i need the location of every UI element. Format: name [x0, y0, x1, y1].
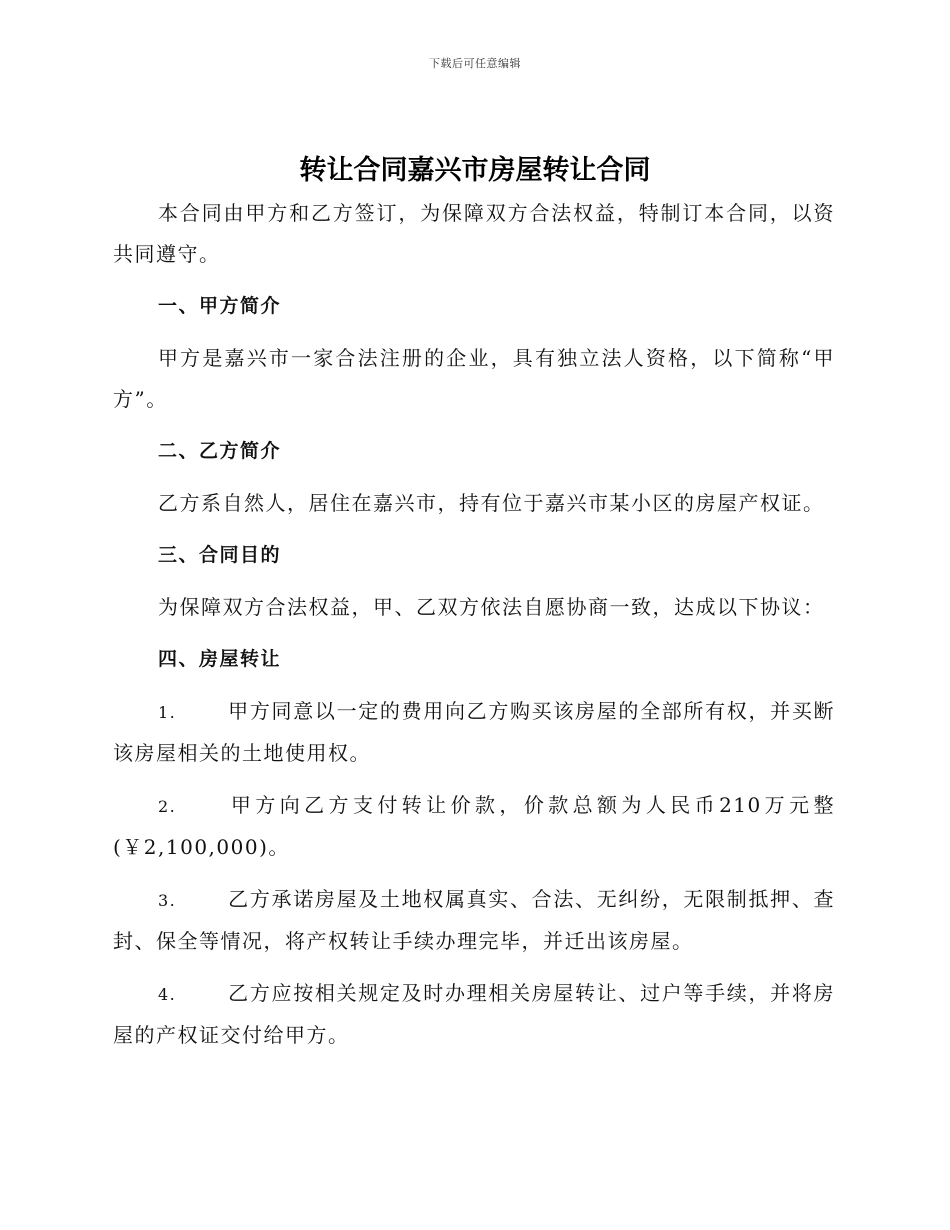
document-body	[113, 193, 835, 1067]
header-note: 下载后可任意编辑	[429, 57, 521, 70]
section-heading-party-a: 一、甲方简介	[158, 295, 282, 317]
section-text-party-a: 甲方是嘉兴市一家合法注册的企业，具有独立法人资格，以下简称“甲方”。	[113, 346, 835, 411]
list-item	[113, 785, 835, 868]
list-item-text: 乙方承诺房屋及土地权属真实、合法、无纠纷，无限制抵押、查封、保全等情况，将产权转让手续办理完毕，并迁出该房屋。	[113, 887, 835, 953]
section-heading-party-b: 二、乙方简介	[158, 440, 282, 462]
list-item-text: 甲方向乙方支付转让价款，价款总额为人民币210万元整(￥2,100,000)。	[113, 793, 835, 859]
section-heading-purpose: 三、合同目的	[158, 544, 282, 566]
list-item	[113, 691, 835, 774]
list-item-number: 3.	[158, 891, 177, 910]
list-item-text: 甲方同意以一定的费用向乙方购买该房屋的全部所有权，并买断该房屋相关的土地使用权。	[113, 699, 835, 765]
list-item-number: 1.	[158, 703, 177, 722]
list-item-number: 2.	[158, 797, 177, 816]
section-heading-transfer: 四、房屋转让	[158, 648, 282, 670]
list-item	[113, 879, 835, 962]
list-item-number: 4.	[158, 985, 177, 1004]
section-text-party-b: 乙方系自然人，居住在嘉兴市，持有位于嘉兴市某小区的房屋产权证。	[158, 491, 825, 515]
section-text-purpose: 为保障双方合法权益，甲、乙双方依法自愿协商一致，达成以下协议：	[158, 595, 825, 619]
list-item	[113, 973, 835, 1056]
list-item-text: 乙方应按相关规定及时办理相关房屋转让、过户等手续，并将房屋的产权证交付给甲方。	[113, 981, 835, 1047]
intro-paragraph: 本合同由甲方和乙方签订，为保障双方合法权益，特制订本合同，以资共同遵守。	[113, 201, 835, 266]
document-title: 转让合同嘉兴市房屋转让合同	[299, 155, 651, 186]
